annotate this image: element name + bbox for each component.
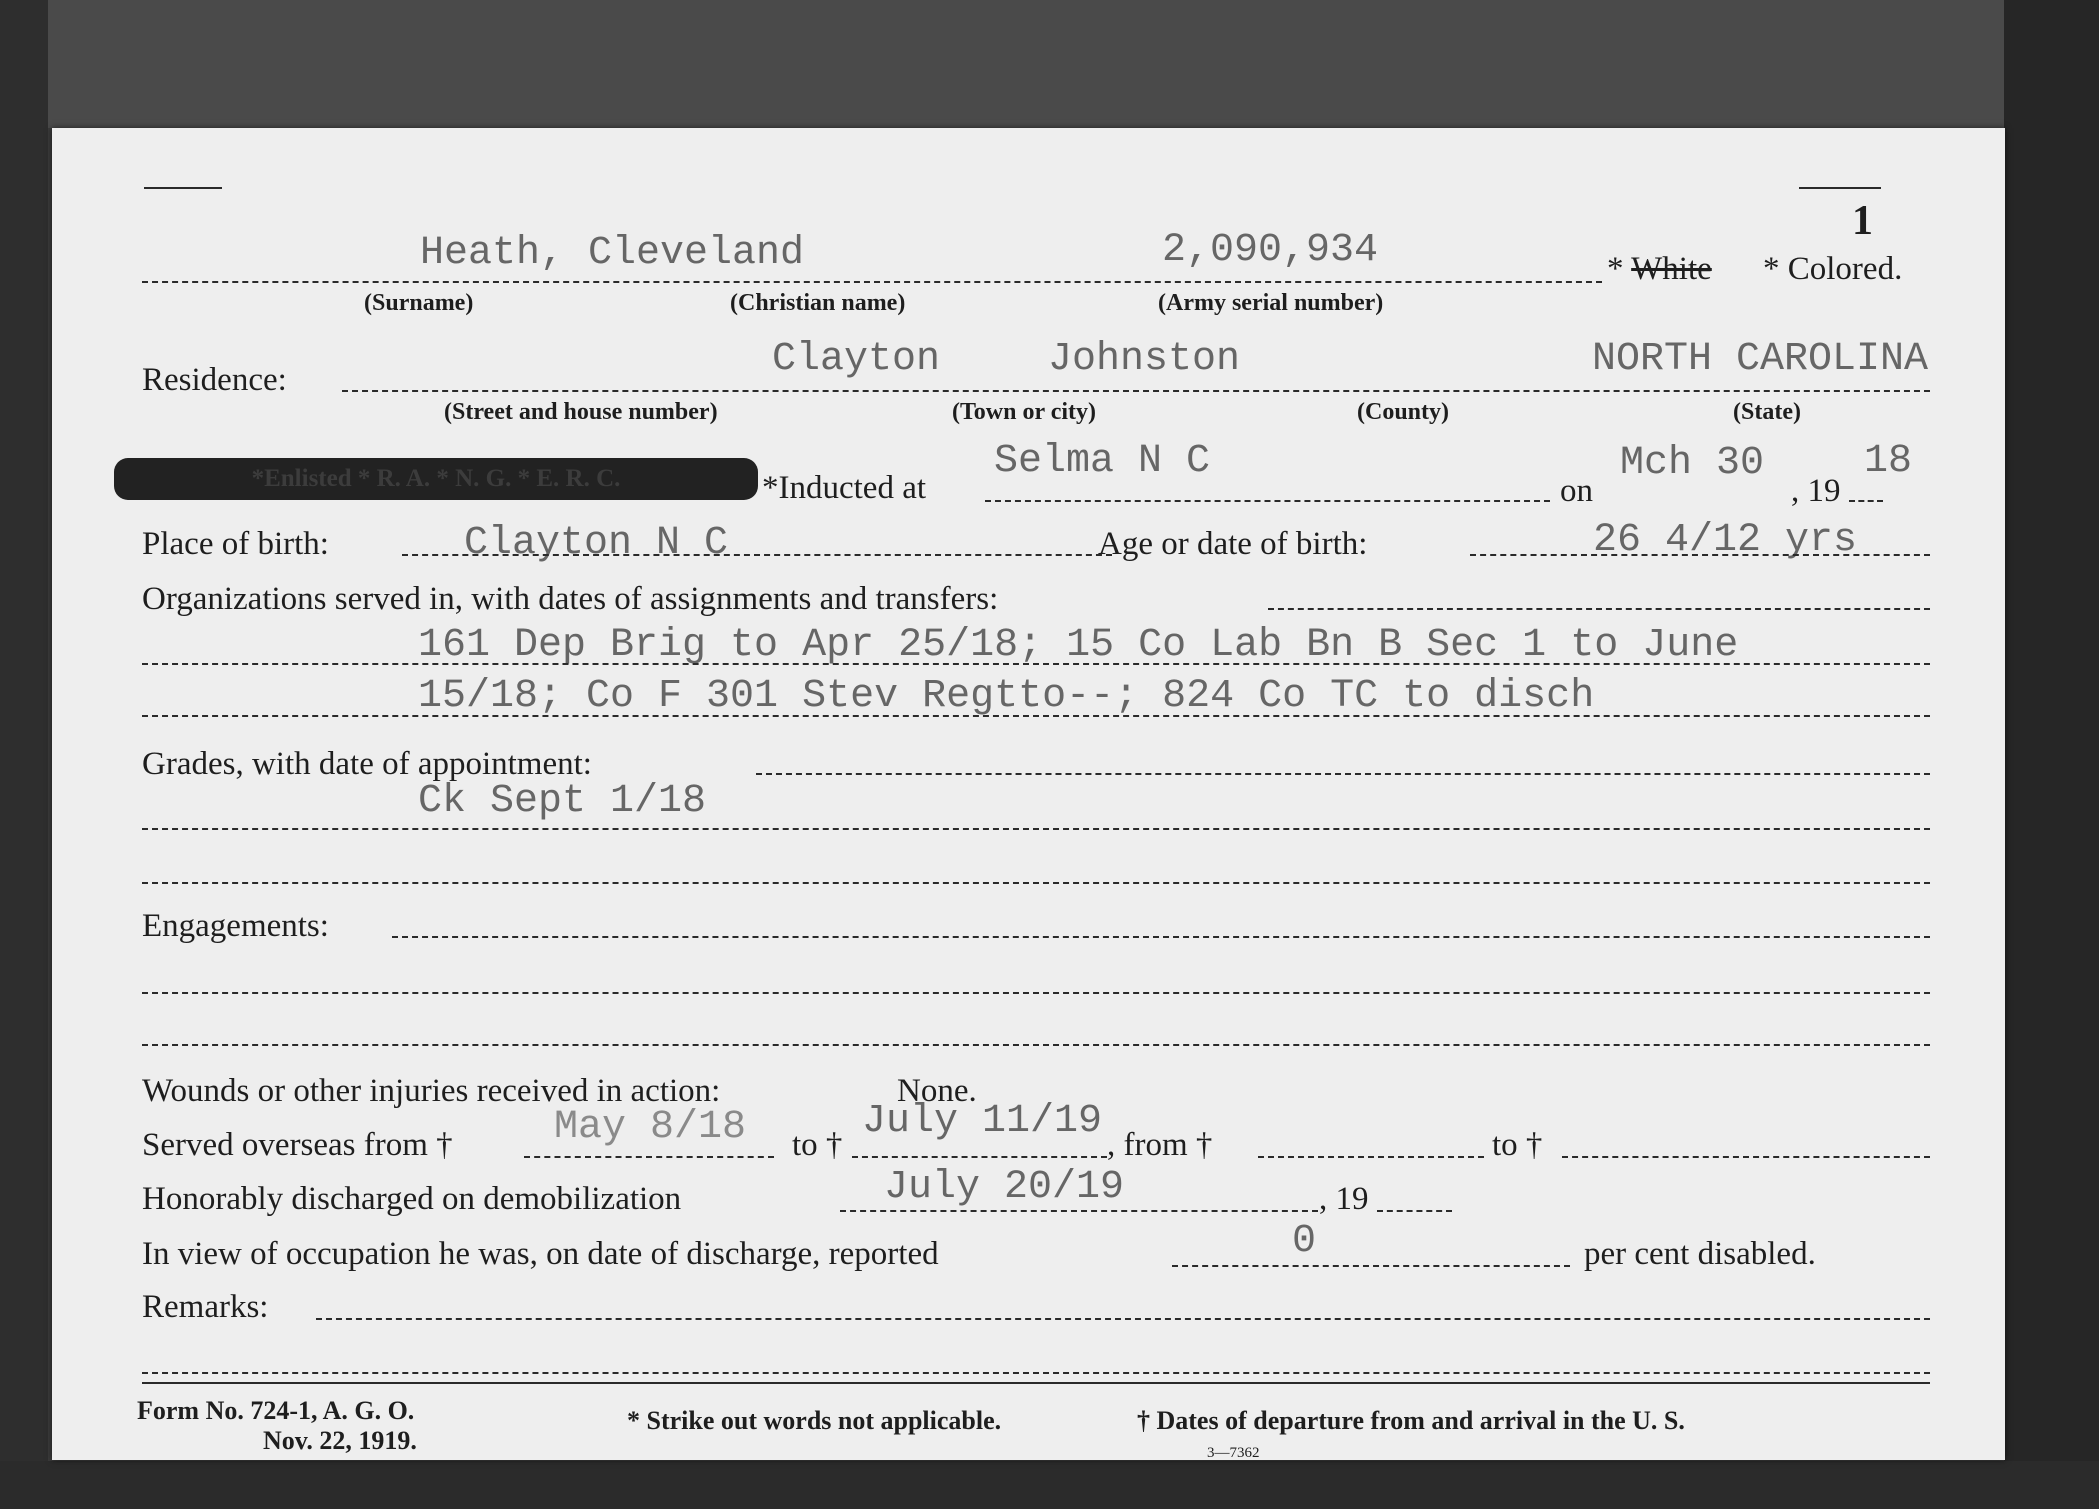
grades-label: Grades, with date of appointment:	[142, 746, 592, 782]
birth-place-value: Clayton N C	[464, 521, 729, 566]
inducted-date: Mch 30	[1620, 441, 1765, 486]
overseas-from-date: May 8/18	[554, 1105, 747, 1150]
grades-value: Ck Sept 1/18	[418, 779, 707, 824]
overseas-from-line	[524, 1156, 774, 1158]
organizations-label-line	[1268, 608, 1930, 610]
organizations-label: Organizations served in, with dates of assignments and transfers:	[142, 581, 999, 617]
organizations-line-1: 161 Dep Brig to Apr 25/18; 15 Co Lab Bn B Sec 1 to June	[418, 623, 1739, 668]
inducted-year-prefix: , 19	[1791, 473, 1841, 509]
overseas-to-line	[852, 1156, 1107, 1158]
disability-suffix: per cent disabled.	[1584, 1236, 1816, 1272]
race-white-star: *	[1607, 251, 1624, 287]
birth-place-label: Place of birth:	[142, 526, 329, 562]
residence-label: Residence:	[142, 362, 287, 398]
grades-label-line	[756, 773, 1930, 775]
print-code: 3—7362	[1207, 1445, 1260, 1461]
disability-value: 0	[1292, 1219, 1317, 1264]
wounds-value: None.	[897, 1073, 977, 1109]
remarks-label: Remarks:	[142, 1289, 269, 1325]
background-left	[0, 0, 48, 1509]
race-colored-label: Colored.	[1787, 251, 1903, 287]
grades-rule-2	[142, 882, 1930, 884]
birth-place-line	[402, 554, 1112, 556]
form-date: Nov. 22, 1919.	[263, 1426, 417, 1455]
overseas-from2-label: , from †	[1107, 1127, 1213, 1163]
name-line	[142, 281, 1602, 283]
engagements-label: Engagements:	[142, 908, 329, 944]
race-colored-option	[1763, 253, 1902, 286]
service-record-card	[52, 128, 2005, 1460]
discharge-year-suffix: , 19	[1319, 1181, 1369, 1217]
inducted-year-line	[1849, 500, 1883, 502]
town-caption: (Town or city)	[952, 399, 1096, 425]
residence-county: Johnston	[1048, 337, 1241, 382]
overseas-to2-label: to †	[1492, 1127, 1543, 1163]
inducted-place: Selma N C	[994, 439, 1211, 484]
residence-town: Clayton	[772, 337, 941, 382]
overseas-to-date: July 11/19	[862, 1099, 1103, 1144]
wounds-label: Wounds or other injuries received in action:	[142, 1073, 721, 1109]
residence-line	[342, 390, 1930, 392]
inducted-label: *Inducted at	[762, 470, 927, 506]
christian-name-caption: (Christian name)	[730, 290, 906, 316]
form-number: Form No. 724-1, A. G. O.	[137, 1396, 415, 1425]
inducted-year: 18	[1864, 439, 1913, 484]
engagements-rule-1	[142, 992, 1930, 994]
dates-note: † Dates of departure from and arrival in the U. S.	[1137, 1406, 1685, 1435]
inducted-line	[985, 500, 1550, 502]
strike-note: * Strike out words not applicable.	[627, 1406, 1002, 1435]
surname-caption: (Surname)	[364, 290, 474, 316]
remarks-label-line	[316, 1318, 1930, 1320]
discharge-line	[840, 1210, 1318, 1212]
organizations-rule-2	[142, 715, 1930, 717]
age-line	[1470, 554, 1930, 556]
engagements-label-line	[392, 936, 1930, 938]
overseas-to2-line	[1562, 1156, 1930, 1158]
background-top	[0, 0, 2099, 128]
discharge-label: Honorably discharged on demobilization	[142, 1181, 682, 1217]
discharge-date: July 20/19	[884, 1165, 1125, 1210]
residence-state: NORTH CAROLINA	[1592, 337, 1929, 382]
overseas-label: Served overseas from †	[142, 1127, 453, 1163]
remarks-rule	[142, 1372, 1930, 1374]
top-left-rule	[144, 187, 222, 189]
serial-caption: (Army serial number)	[1158, 290, 1384, 316]
disability-line	[1172, 1265, 1570, 1267]
race-white-label: White	[1631, 251, 1712, 287]
top-right-rule	[1799, 187, 1881, 189]
race-colored-star: *	[1763, 251, 1780, 287]
engagements-rule-2	[142, 1044, 1930, 1046]
overseas-from2-line	[1258, 1156, 1484, 1158]
inducted-on-label: on	[1560, 473, 1593, 509]
discharge-year-line	[1377, 1210, 1452, 1212]
footer-rule	[142, 1382, 1930, 1384]
overseas-to-label: to †	[792, 1127, 843, 1163]
redacted-enlisted-options: *Enlisted * R. A. * N. G. * E. R. C.	[114, 458, 758, 500]
card-number: 1	[1852, 198, 1873, 244]
serial-value: 2,090,934	[1162, 228, 1379, 273]
disability-label: In view of occupation he was, on date of discharge, reported	[142, 1236, 939, 1272]
county-caption: (County)	[1357, 399, 1450, 425]
age-label: Age or date of birth:	[1098, 526, 1368, 562]
background-bottom	[0, 1461, 2099, 1509]
name-value: Heath, Cleveland	[420, 231, 805, 276]
age-value: 26 4/12 yrs	[1593, 518, 1858, 563]
background-right	[2004, 0, 2099, 1509]
street-caption: (Street and house number)	[444, 399, 718, 425]
organizations-line-2: 15/18; Co F 301 Stev Regtto--; 824 Co TC to disch	[418, 674, 1595, 719]
state-caption: (State)	[1733, 399, 1801, 425]
grades-rule-1	[142, 828, 1930, 830]
organizations-rule-1	[142, 663, 1930, 665]
race-white-option	[1607, 253, 1712, 286]
